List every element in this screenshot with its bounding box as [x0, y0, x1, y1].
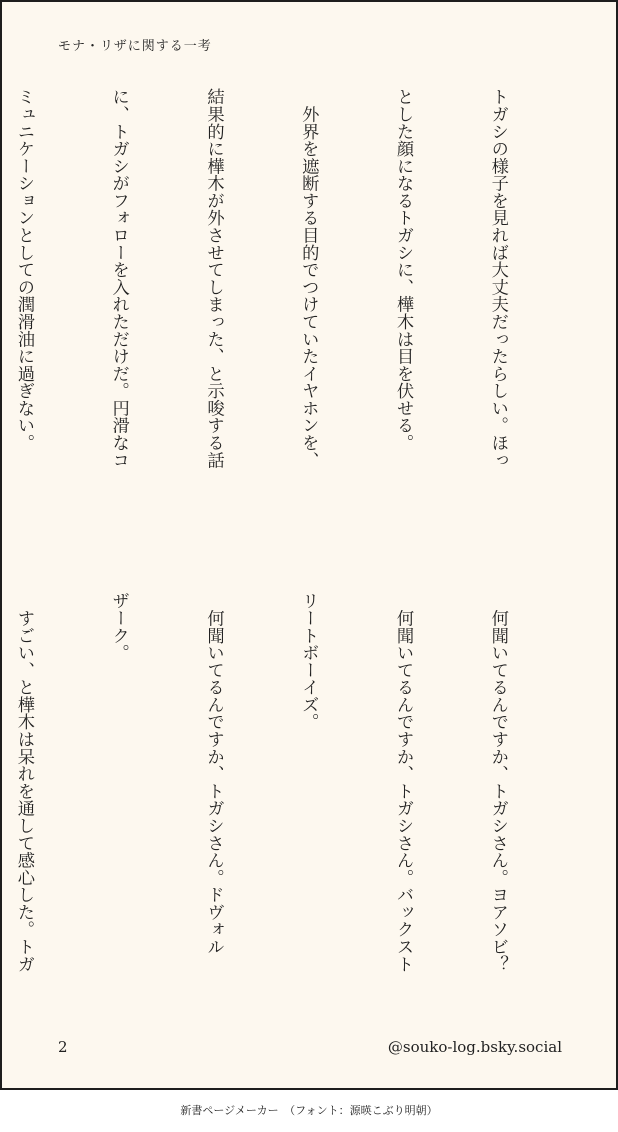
text-line: 外界を遮断する目的でつけていたイヤホンを、 [298, 88, 319, 469]
text-line: 何聞いてるんですか、トガシさん。バックスト [393, 592, 414, 973]
text-block-top [13, 88, 576, 538]
text-line: ミュニケーションとしての潤滑油に過ぎない。 [13, 88, 34, 452]
generator-credit: 新書ページメーカー （フォント：源暎こぶり明朝） [180, 1104, 438, 1117]
text-line: トガシの様子を見れば大丈夫だったらしい。ほっ [487, 88, 508, 469]
text-block-bottom [13, 592, 576, 1042]
text-line: に、トガシがフォローを入れただけだ。円滑なコ [108, 88, 129, 469]
text-line: 何聞いてるんですか、トガシさん。ドヴォル [203, 592, 224, 956]
page-number: 2 [58, 1038, 68, 1056]
text-line: 結果的に樺木が外させてしまった、と示唆する話 [203, 88, 224, 469]
text-line: 何聞いてるんですか、トガシさん。ヨアソビ？ [487, 592, 508, 973]
text-line: リートボーイズ。 [298, 592, 319, 731]
text-line: とした顔になるトガシに、樺木は目を伏せる。 [393, 88, 414, 452]
author-handle: @souko-log.bsky.social [387, 1038, 562, 1056]
text-line: すごい、と樺木は呆れを通して感心した。トガ [13, 592, 34, 973]
running-header-title: モナ・リザに関する一考 [58, 39, 212, 54]
text-line: ザーク。 [108, 592, 129, 662]
